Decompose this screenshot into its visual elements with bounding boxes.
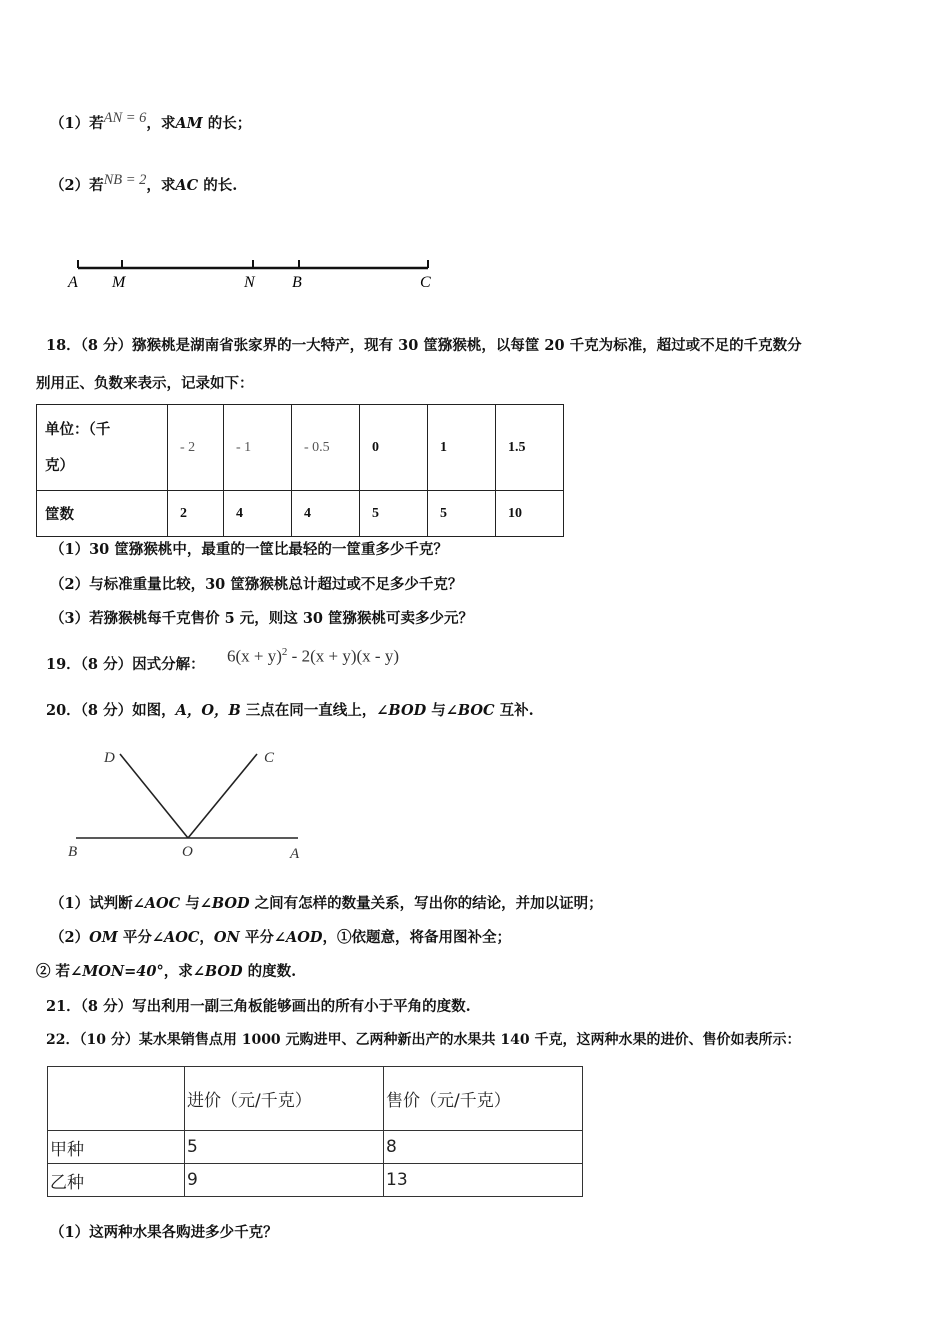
- table-row: [37, 491, 564, 537]
- table-row: [37, 405, 564, 491]
- q18-sub1: （1）30 筐猕猴桃中，最重的一筐比最轻的一筐重多少千克？: [50, 541, 448, 558]
- table-cell: - 1: [224, 405, 292, 491]
- q22-table: [47, 1066, 583, 1197]
- q17-part1-math: AN = 6: [103, 110, 147, 126]
- q19-expression: $6(x + y)^2 - 2(x + y)(x - y)$: [227, 646, 399, 666]
- table-cell: 4: [224, 491, 292, 537]
- q20-sub3: ② 若∠MON=40°，求∠BOD 的度数.: [36, 963, 297, 980]
- table-cell: 进价（元/千克）: [185, 1067, 384, 1131]
- table-cell: 1.5: [496, 405, 564, 491]
- table-cell: - 2: [168, 405, 224, 491]
- q20-angle-figure: [60, 740, 320, 865]
- q18-table: [36, 404, 564, 537]
- ray-od: [120, 754, 188, 838]
- q17-part1: （1）若AN = 6，求AM 的长；: [50, 110, 252, 132]
- label-n: N: [244, 274, 255, 291]
- table-row: [48, 1131, 583, 1164]
- label-o: O: [182, 844, 193, 860]
- table-cell: 5: [185, 1131, 384, 1164]
- table-cell: 1: [428, 405, 496, 491]
- q18-line1: 18．（8 分）猕猴桃是湖南省张家界的一大特产，现有 30 筐猕猴桃，以每筐 20 千克为标准，超过或不足的千克数分: [46, 337, 802, 354]
- q20-sub1: （1）试判断∠AOC 与∠BOD 之间有怎样的数量关系，写出你的结论，并加以证明；: [50, 895, 603, 912]
- table-cell: 13: [384, 1164, 583, 1197]
- table-cell: 4: [292, 491, 360, 537]
- q18-sub3: （3）若猕猴桃每千克售价 5 元，则这 30 筐猕猴桃可卖多少元？: [50, 610, 474, 627]
- q17-part2-math: NB = 2: [103, 172, 147, 188]
- table-row: [48, 1164, 583, 1197]
- label-c: C: [420, 274, 431, 291]
- table-cell: 0: [360, 405, 428, 491]
- q20-statement: 20．（8 分）如图，A，O，B 三点在同一直线上，∠BOD 与∠BOC 互补.: [46, 702, 534, 719]
- table-cell: 9: [185, 1164, 384, 1197]
- q22-sub1: （1）这两种水果各购进多少千克？: [50, 1224, 278, 1241]
- q18-header-unit: 单位：（千 克）: [37, 405, 168, 491]
- table-cell: 8: [384, 1131, 583, 1164]
- label-b: B: [292, 274, 302, 291]
- q21-text: 21．（8 分）写出利用一副三角板能够画出的所有小于平角的度数.: [46, 998, 471, 1015]
- table-cell: 5: [428, 491, 496, 537]
- q18-sub2: （2）与标准重量比较，30 筐猕猴桃总计超过或不足多少千克？: [50, 576, 463, 593]
- table-cell: 甲种: [48, 1131, 185, 1164]
- q22-text: 22．（10 分）某水果销售点用 1000 元购进甲、乙两种新出产的水果共 140 千克，这两种水果的进价、售价如表所示：: [46, 1032, 801, 1048]
- q18-header-count: 筐数: [37, 491, 168, 537]
- q17-part2: （2）若NB = 2，求AC 的长.: [50, 172, 238, 194]
- q20-sub2: （2）OM 平分∠AOC，ON 平分∠AOD，①依题意，将备用图补全；: [50, 929, 511, 946]
- label-m: M: [112, 274, 126, 291]
- label-a: A: [68, 274, 78, 291]
- table-cell: 2: [168, 491, 224, 537]
- table-cell: [48, 1067, 185, 1131]
- table-cell: - 0.5: [292, 405, 360, 491]
- table-cell: 10: [496, 491, 564, 537]
- q18-line2: 别用正、负数来表示，记录如下：: [36, 375, 254, 392]
- ray-oc: [188, 754, 257, 838]
- q19-label: 19．（8 分）因式分解：: [46, 656, 205, 673]
- label-b: B: [68, 844, 78, 860]
- label-d: D: [104, 750, 115, 766]
- table-row: [48, 1067, 583, 1131]
- q17-segment-figure: [60, 250, 450, 295]
- label-a: A: [290, 846, 300, 862]
- table-cell: 乙种: [48, 1164, 185, 1197]
- label-c: C: [264, 750, 275, 766]
- table-cell: 售价（元/千克）: [384, 1067, 583, 1131]
- table-cell: 5: [360, 491, 428, 537]
